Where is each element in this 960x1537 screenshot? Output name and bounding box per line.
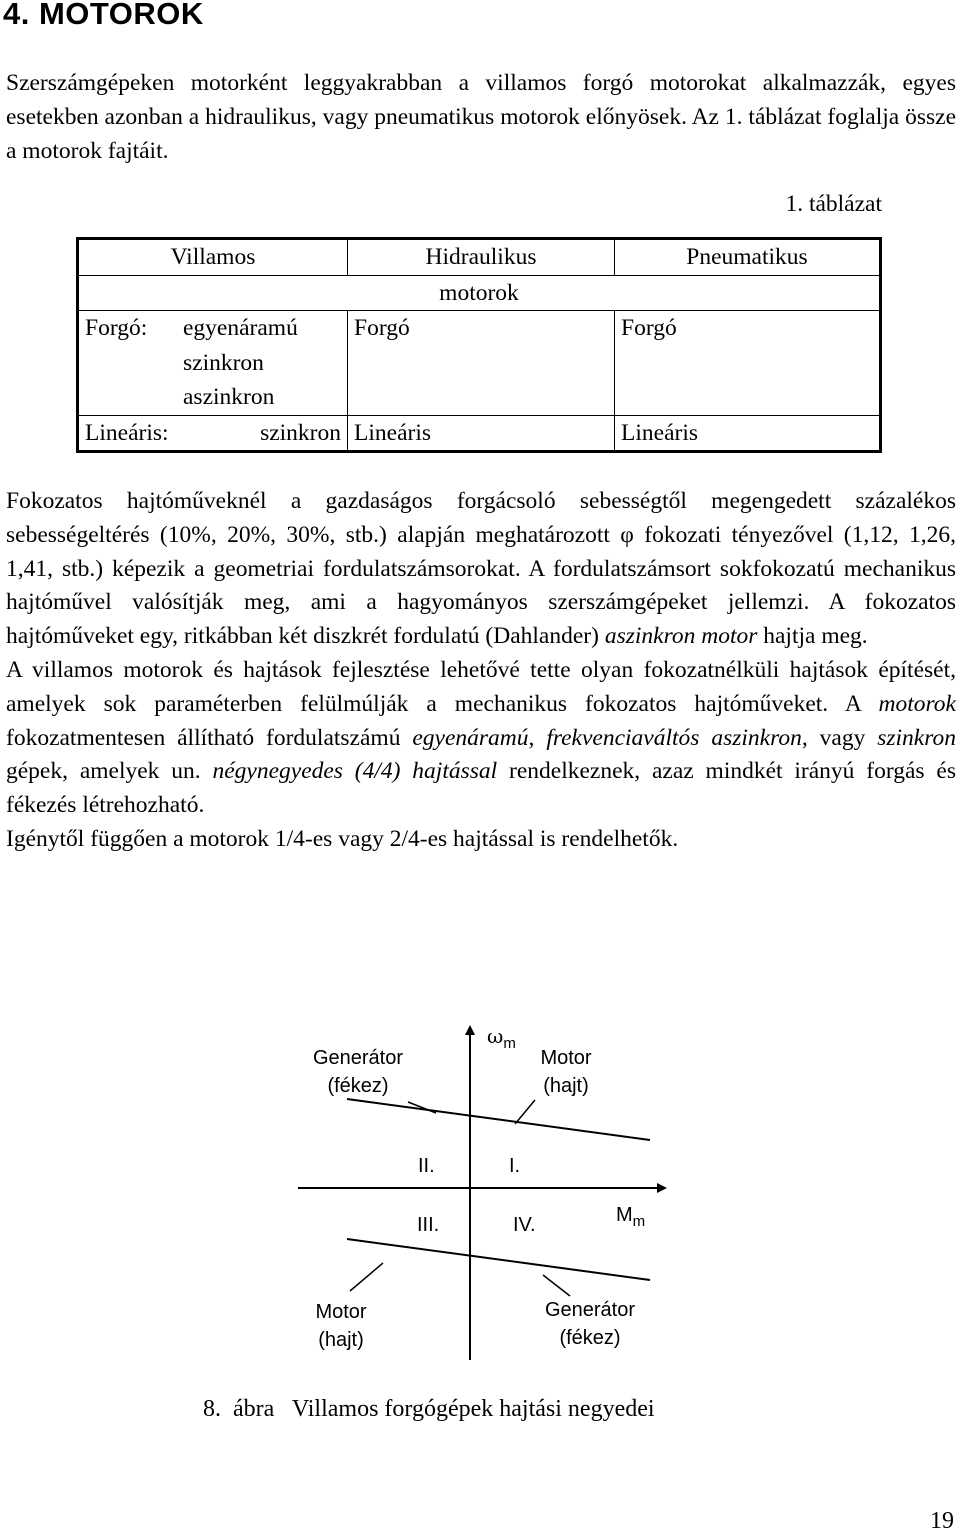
forgo-line xyxy=(85,311,341,346)
top-left-line2: (fékez) xyxy=(327,1075,389,1097)
label-top-left xyxy=(303,1044,413,1100)
para3-t1: A villamos motorok és hajtások fejlesztése lehetővé tette olyan fokozatnélküli hajtások építését, amelyek sok paraméterben felülmúlják a mechanikus fokozatos hajtóműveket. A xyxy=(6,656,956,717)
cell-pneumatikus-linearis: Lineáris xyxy=(621,419,698,446)
bottom-right-line1: Generátor xyxy=(544,1299,636,1321)
top-right-line2: (hajt) xyxy=(543,1075,589,1097)
torque-symbol: M xyxy=(616,1204,633,1226)
para2-text2: hajtja meg. xyxy=(757,623,868,650)
omega-subscript: m xyxy=(503,1035,516,1052)
forgo-item-szinkron: szinkron xyxy=(183,349,264,376)
pointer-bottom-right xyxy=(543,1275,570,1296)
quadrant-I: I. xyxy=(509,1155,521,1177)
table-row-forgo xyxy=(78,311,881,416)
pointer-top-right xyxy=(515,1100,535,1124)
cell-pneumatikus-forgo: Forgó xyxy=(615,311,881,416)
header-hidraulikus: Hidraulikus xyxy=(348,239,615,276)
para3-e3: frekvenciaváltós aszinkron xyxy=(546,724,802,751)
header-pneumatikus: Pneumatikus xyxy=(615,239,881,276)
omega-label xyxy=(487,1022,516,1058)
forgo-item-egyenaramu: egyenáramú xyxy=(183,315,298,341)
para3-e4: szinkron xyxy=(877,724,956,751)
cell-villamos-forgo xyxy=(78,311,348,416)
linearis-line xyxy=(85,416,341,451)
top-right-line1: Motor xyxy=(540,1047,592,1069)
table-row-linearis xyxy=(78,415,881,452)
intro-text: Szerszámgépeken motorként leggyakrabban a villamos forgó motorokat alkalmazzák, egyes esetekben azonban a hidraulikus, vagy pneumatikus motorok előnyösek. Az 1. táblázat foglalja össze a motorok fajtáit. xyxy=(6,70,956,164)
label-top-right xyxy=(530,1044,602,1100)
para3-t5: gépek, amelyek un. xyxy=(6,758,213,785)
table-header-row xyxy=(78,239,881,276)
label-bottom-left xyxy=(305,1298,377,1354)
para3-e2: egyenáramú xyxy=(412,724,529,751)
quadrant-diagram xyxy=(0,1000,960,1400)
forgo-item-aszinkron: aszinkron xyxy=(183,384,275,410)
bottom-left-line1: Motor xyxy=(315,1301,367,1323)
bottom-left-line2: (hajt) xyxy=(318,1329,364,1351)
para3-e1: motorok xyxy=(878,690,956,717)
table-caption: 1. táblázat xyxy=(785,191,882,217)
linearis-item-szinkron: szinkron xyxy=(260,419,341,446)
para3-t4: , vagy xyxy=(801,724,878,751)
para3-t3: , xyxy=(528,724,547,751)
quadrant-diagram-svg xyxy=(0,1000,960,1400)
torque-label xyxy=(616,1201,645,1236)
section-heading: 4. MOTOROK xyxy=(3,0,204,31)
quadrant-III: III. xyxy=(417,1214,440,1236)
cell-hidraulikus-linearis: Lineáris xyxy=(348,415,615,452)
para3-t2: fokozatmentesen állítható fordulatszámú xyxy=(6,724,413,751)
omega-symbol: ω xyxy=(487,1024,504,1048)
figure-caption: 8. ábra Villamos forgógépek hajtási negyedei xyxy=(203,1396,655,1422)
quadrant-II: II. xyxy=(418,1155,435,1177)
paragraph-villamos xyxy=(6,654,956,823)
paragraph-igeny: Igénytől függően a motorok 1/4-es vagy 2/4-es hajtással is rendelhetők. xyxy=(6,825,679,852)
bottom-right-line2: (fékez) xyxy=(559,1327,621,1349)
cell-hidraulikus-forgo: Forgó xyxy=(348,311,615,416)
body-paragraphs xyxy=(6,485,956,857)
speed-torque-line-top xyxy=(347,1099,650,1140)
quadrant-IV: IV. xyxy=(513,1214,536,1236)
top-left-line1: Generátor xyxy=(312,1047,404,1069)
para2-text1: Fokozatos hajtóműveknél a gazdaságos forgácsoló sebességtől megengedett százalékos sebességeltérés (10%, 20%, 30%, stb.) alapján meghatározott φ fokozati tényezővel (1,12, 1,26, 1,41, stb.) képezik a geometriai fordulatszámsorokat. A fordulatszámsort sokfokozatú mechanikus hajtóművel valósítják meg, ami a hagyományos szerszámgépeket jellemzi. A fokozatos hajtóműveket egy, ritkábban két diszkrét fordulatú (Dahlander) xyxy=(6,488,956,650)
subheader-motorok: motorok xyxy=(78,275,881,311)
torque-subscript: m xyxy=(632,1213,646,1230)
page-number: 19 xyxy=(930,1508,954,1534)
motor-types-table xyxy=(76,237,882,453)
para3-t6: rendelkeznek, azaz mindkét irányú forgás és fékezés létrehozható. xyxy=(6,758,956,819)
pointer-bottom-left xyxy=(350,1263,383,1291)
cell-villamos-linearis xyxy=(78,415,348,452)
para2-em1: aszinkron motor xyxy=(604,623,758,650)
forgo-label: Forgó: xyxy=(85,315,148,341)
label-bottom-right xyxy=(535,1296,645,1352)
paragraph-fokozatos xyxy=(6,485,956,654)
speed-torque-line-bottom xyxy=(347,1239,650,1280)
table-subheader-row xyxy=(78,275,881,311)
intro-paragraph xyxy=(6,67,956,168)
header-villamos: Villamos xyxy=(78,239,348,276)
linearis-label: Lineáris: xyxy=(85,419,169,446)
para3-e5: négynegyedes (4/4) hajtással xyxy=(212,758,498,785)
